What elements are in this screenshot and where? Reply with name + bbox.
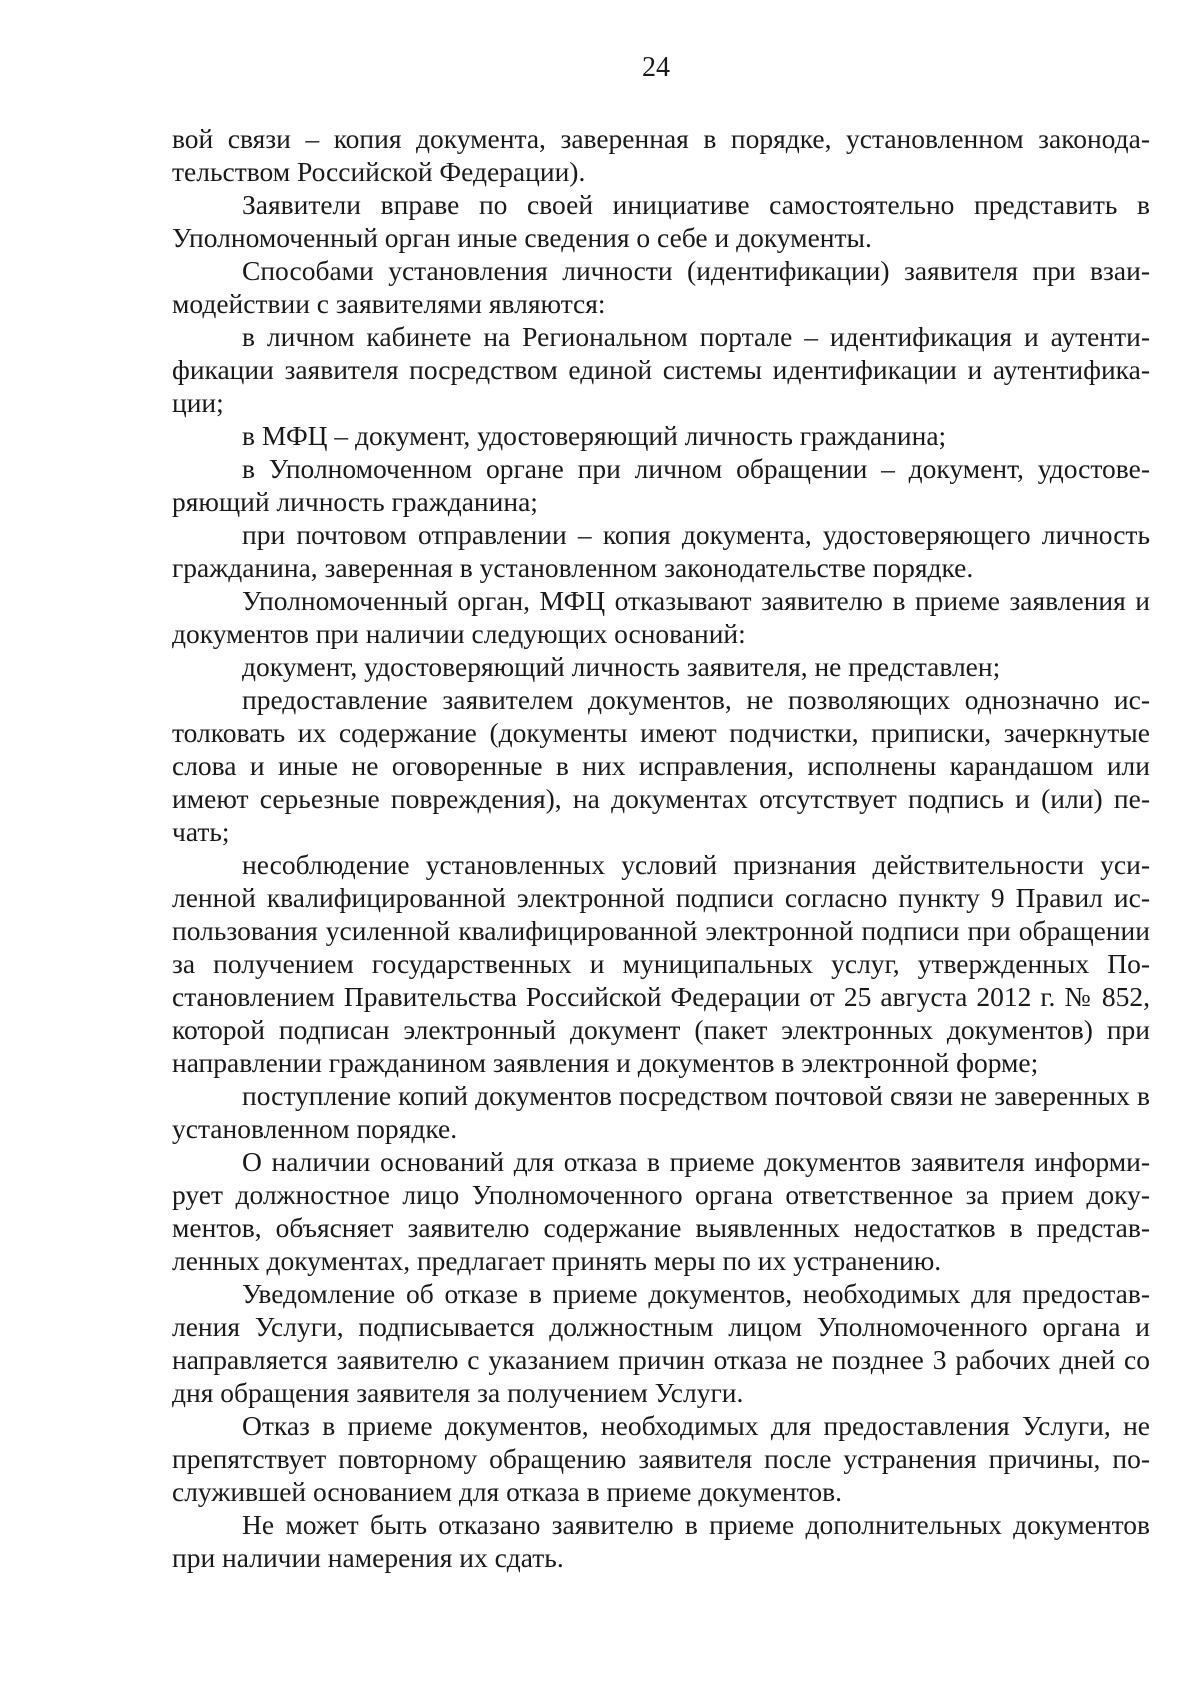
paragraph: Уполномоченный орган, МФЦ отказывают заявителю в приеме заявления и документов при наличии следующих оснований: [172, 585, 1150, 649]
paragraph: Уведомление об отказе в приеме документов, необходимых для предоставления Услуги, подписывается должностным лицом Уполномоченного органа и направляется заявителю с указанием причин отказа не позднее 3 рабочих дней со дня обращения заявителя за получением Услуги. [172, 1278, 1150, 1408]
paragraph: предоставление заявителем документов, не позволяющих однозначно истолковать их содержание (документы имеют подчистки, приписки, зачеркнутые слова и иные не оговоренные в них исправления, исполнены карандашом или имеют серьезные повреждения), на документах отсутствует подпись и (или) печать; [172, 684, 1150, 847]
paragraph: в личном кабинете на Региональном портале – идентификация и аутентификации заявителя посредством единой системы идентификации и аутентификации; [172, 321, 1150, 418]
paragraph: в Уполномоченном органе при личном обращении – документ, удостоверяющий личность гражданина; [172, 453, 1150, 517]
document-body [172, 122, 1150, 1574]
paragraph: вой связи – копия документа, заверенная в порядке, установленном законодательством Российской Федерации). [172, 123, 1150, 187]
paragraph: несоблюдение установленных условий признания действительности усиленной квалифицированной электронной подписи согласно пункту 9 Правил использования усиленной квалифицированной электронной подписи при обращении за получением государственных и муниципальных услуг, утвержденных Постановлением Правительства Российской Федерации от 25 августа 2012 г. № 852, которой подписан электронный документ (пакет электронных документов) при направлении гражданином заявления и документов в электронной форме; [172, 849, 1150, 1078]
paragraph: Способами установления личности (идентификации) заявителя при взаимодействии с заявителями являются: [172, 255, 1150, 319]
paragraph: Отказ в приеме документов, необходимых для предоставления Услуги, не препятствует повторному обращению заявителя после устранения причины, послужившей основанием для отказа в приеме документов. [172, 1410, 1150, 1507]
paragraph: при почтовом отправлении – копия документа, удостоверяющего личность гражданина, заверенная в установленном законодательстве порядке. [172, 519, 1150, 583]
paragraph: в МФЦ – документ, удостоверяющий личность гражданина; [242, 420, 947, 451]
paragraph: О наличии оснований для отказа в приеме документов заявителя информирует должностное лицо Уполномоченного органа ответственное за прием документов, объясняет заявителю содержание выявленных недостатков в представленных документах, предлагает принять меры по их устранению. [172, 1146, 1150, 1276]
paragraph: Заявители вправе по своей инициативе самостоятельно представить в Уполномоченный орган иные сведения о себе и документы. [172, 189, 1150, 253]
paragraph: Не может быть отказано заявителю в приеме дополнительных документов при наличии намерения их сдать. [172, 1509, 1150, 1573]
page-number: 24 [642, 52, 670, 83]
paragraph: поступление копий документов посредством почтовой связи не заверенных в установленном порядке. [172, 1080, 1150, 1144]
paragraph: документ, удостоверяющий личность заявителя, не представлен; [242, 651, 1001, 682]
